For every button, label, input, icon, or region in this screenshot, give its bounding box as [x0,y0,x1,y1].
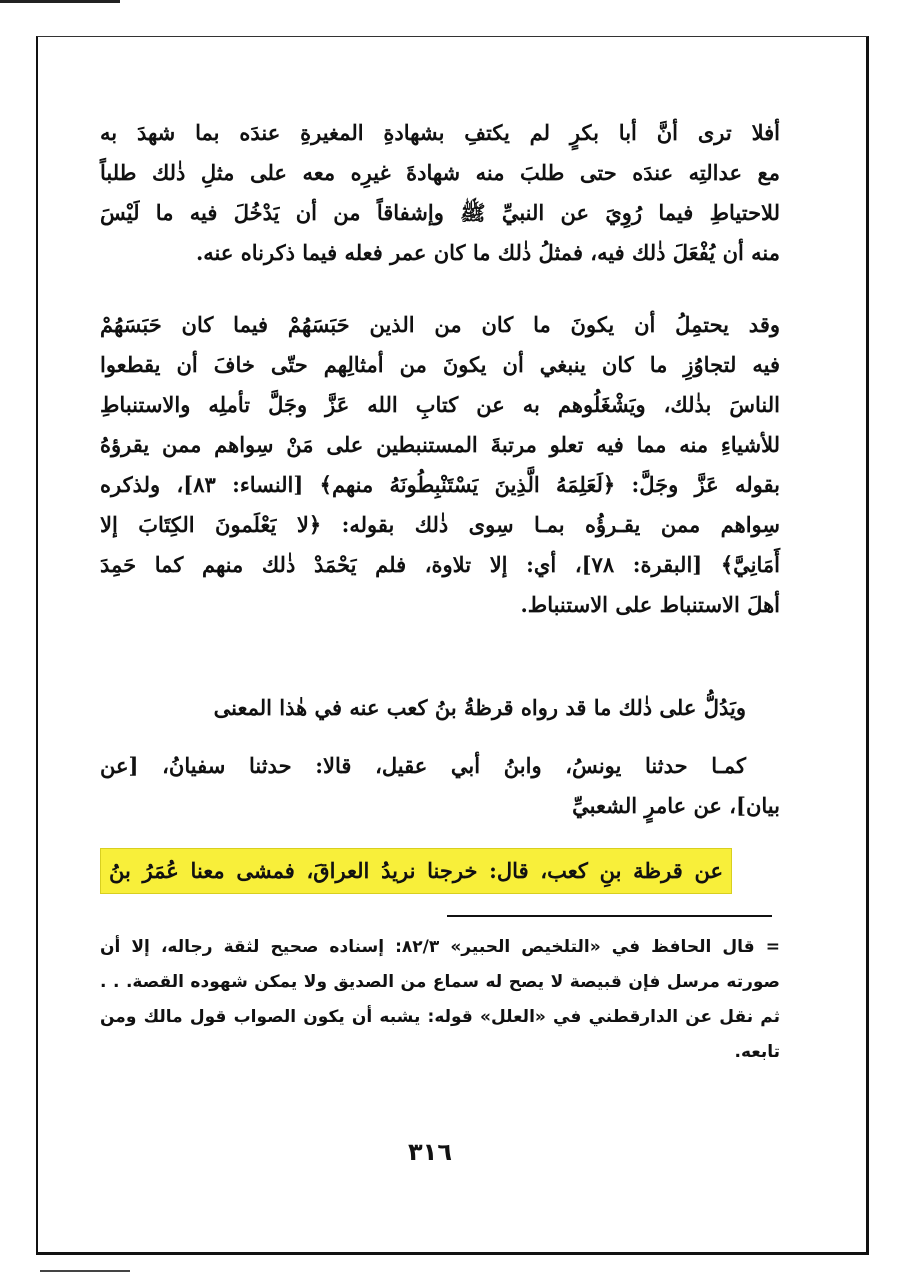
footnote-line: تابعه. [734,1042,780,1062]
text-line: أَمَانِيَّ﴾ [البقرة: ٧٨]، أي: إلا تلاوة، فلم يَحْمَدْ ذٰلك منهم كما حَمِدَ [100,552,781,577]
text-line: للاحتياطِ فيما رُوِيَ عن النبيِّ ﷺ وإشفاقاً من أن يَدْخُلَ فيه ما لَيْسَ [100,200,780,225]
text-line: سِواهم ممن يقـرؤُه بمـا سِوى ذٰلك بقوله: ﴿لا يَعْلَمونَ الكِتَابَ إلا [100,512,780,537]
scan-edge-mark [0,0,120,3]
footnote-line: = قال الحافظ في «التلخيص الحبير» ٨٢/٣: إسناده صحيح لثقة رجاله، إلا أن [100,937,780,957]
text-line: بيان]، عن عامرٍ الشعبيِّ [572,793,780,818]
page-number: ٣١٦ [408,1138,452,1166]
text-line: مع عدالتِه عندَه حتى طلبَ منه شهادةَ غيرِه معه على مثلِ ذٰلك طلباً [100,160,780,185]
footnote-line: ثم نقل عن الدارقطني في «العلل» قوله: يشبه أن يكون الصواب قول مالك ومن [100,1007,780,1027]
footnotes [100,930,780,1070]
text-line: ويَدُلُّ على ذٰلك ما قد رواه قرظةُ بنُ كعب عنه في هٰذا المعنى [213,695,746,720]
text-line: أفلا ترى أنَّ أبا بكرٍ لم يكتفِ بشهادةِ المغيرةِ عندَه بما شهدَ به [100,120,780,145]
paragraph-4 [100,746,780,826]
text-line: منه أن يُفْعَلَ ذٰلك فيه، فمثلُ ذٰلك ما كان عمر فعله فيما ذكرناه عنه. [195,240,780,265]
highlighted-text-line: عن قرظة بنِ كعب، قال: خرجنا نريدُ العراقَ، فمشى معنا عُمَرُ بنُ [100,848,732,894]
paragraph-1 [100,113,780,273]
text-line: كمـا حدثنا يونسُ، وابنُ أبي عقيل، قالا: حدثنا سفيانُ، [عن [100,753,746,778]
text-line: بقوله عَزَّ وجَلَّ: ﴿لَعَلِمَهُ الَّذِينَ يَسْتَنْبِطُونَهُ منهم﴾ [النساء: ٨٣]، ولذكره [100,472,780,497]
text-line: أهلَ الاستنباط على الاستنباط. [520,592,780,617]
text-line: وقد يحتمِلُ أن يكونَ ما كان من الذين حَبَسَهُمْ فيما كان حَبَسَهُمْ [100,312,780,337]
text-line: الناسَ بذٰلك، ويَشْغَلُوهم به عن كتابِ الله عَزَّ وجَلَّ تأملِه والاستنباطِ [100,392,780,417]
text-line: للأشياءِ منه مما فيه تعلو مرتبةَ المستنبطين على مَنْ سِواهم ممن يقرؤهُ [100,432,780,457]
text-line: فيه لتجاوُزِ ما كان ينبغي أن يكونَ من أمثالِهم حتّى خافَ أن يقطعوا [100,352,780,377]
footnote-separator [447,915,772,917]
scan-edge-mark [40,1270,130,1272]
paragraph-2 [100,305,780,625]
footnote-line: صورته مرسل فإن قبيصة لا يصح له سماع من الصديق ولا يمكن شهوده القصة. . . [100,972,780,992]
paragraph-3 [100,688,780,728]
